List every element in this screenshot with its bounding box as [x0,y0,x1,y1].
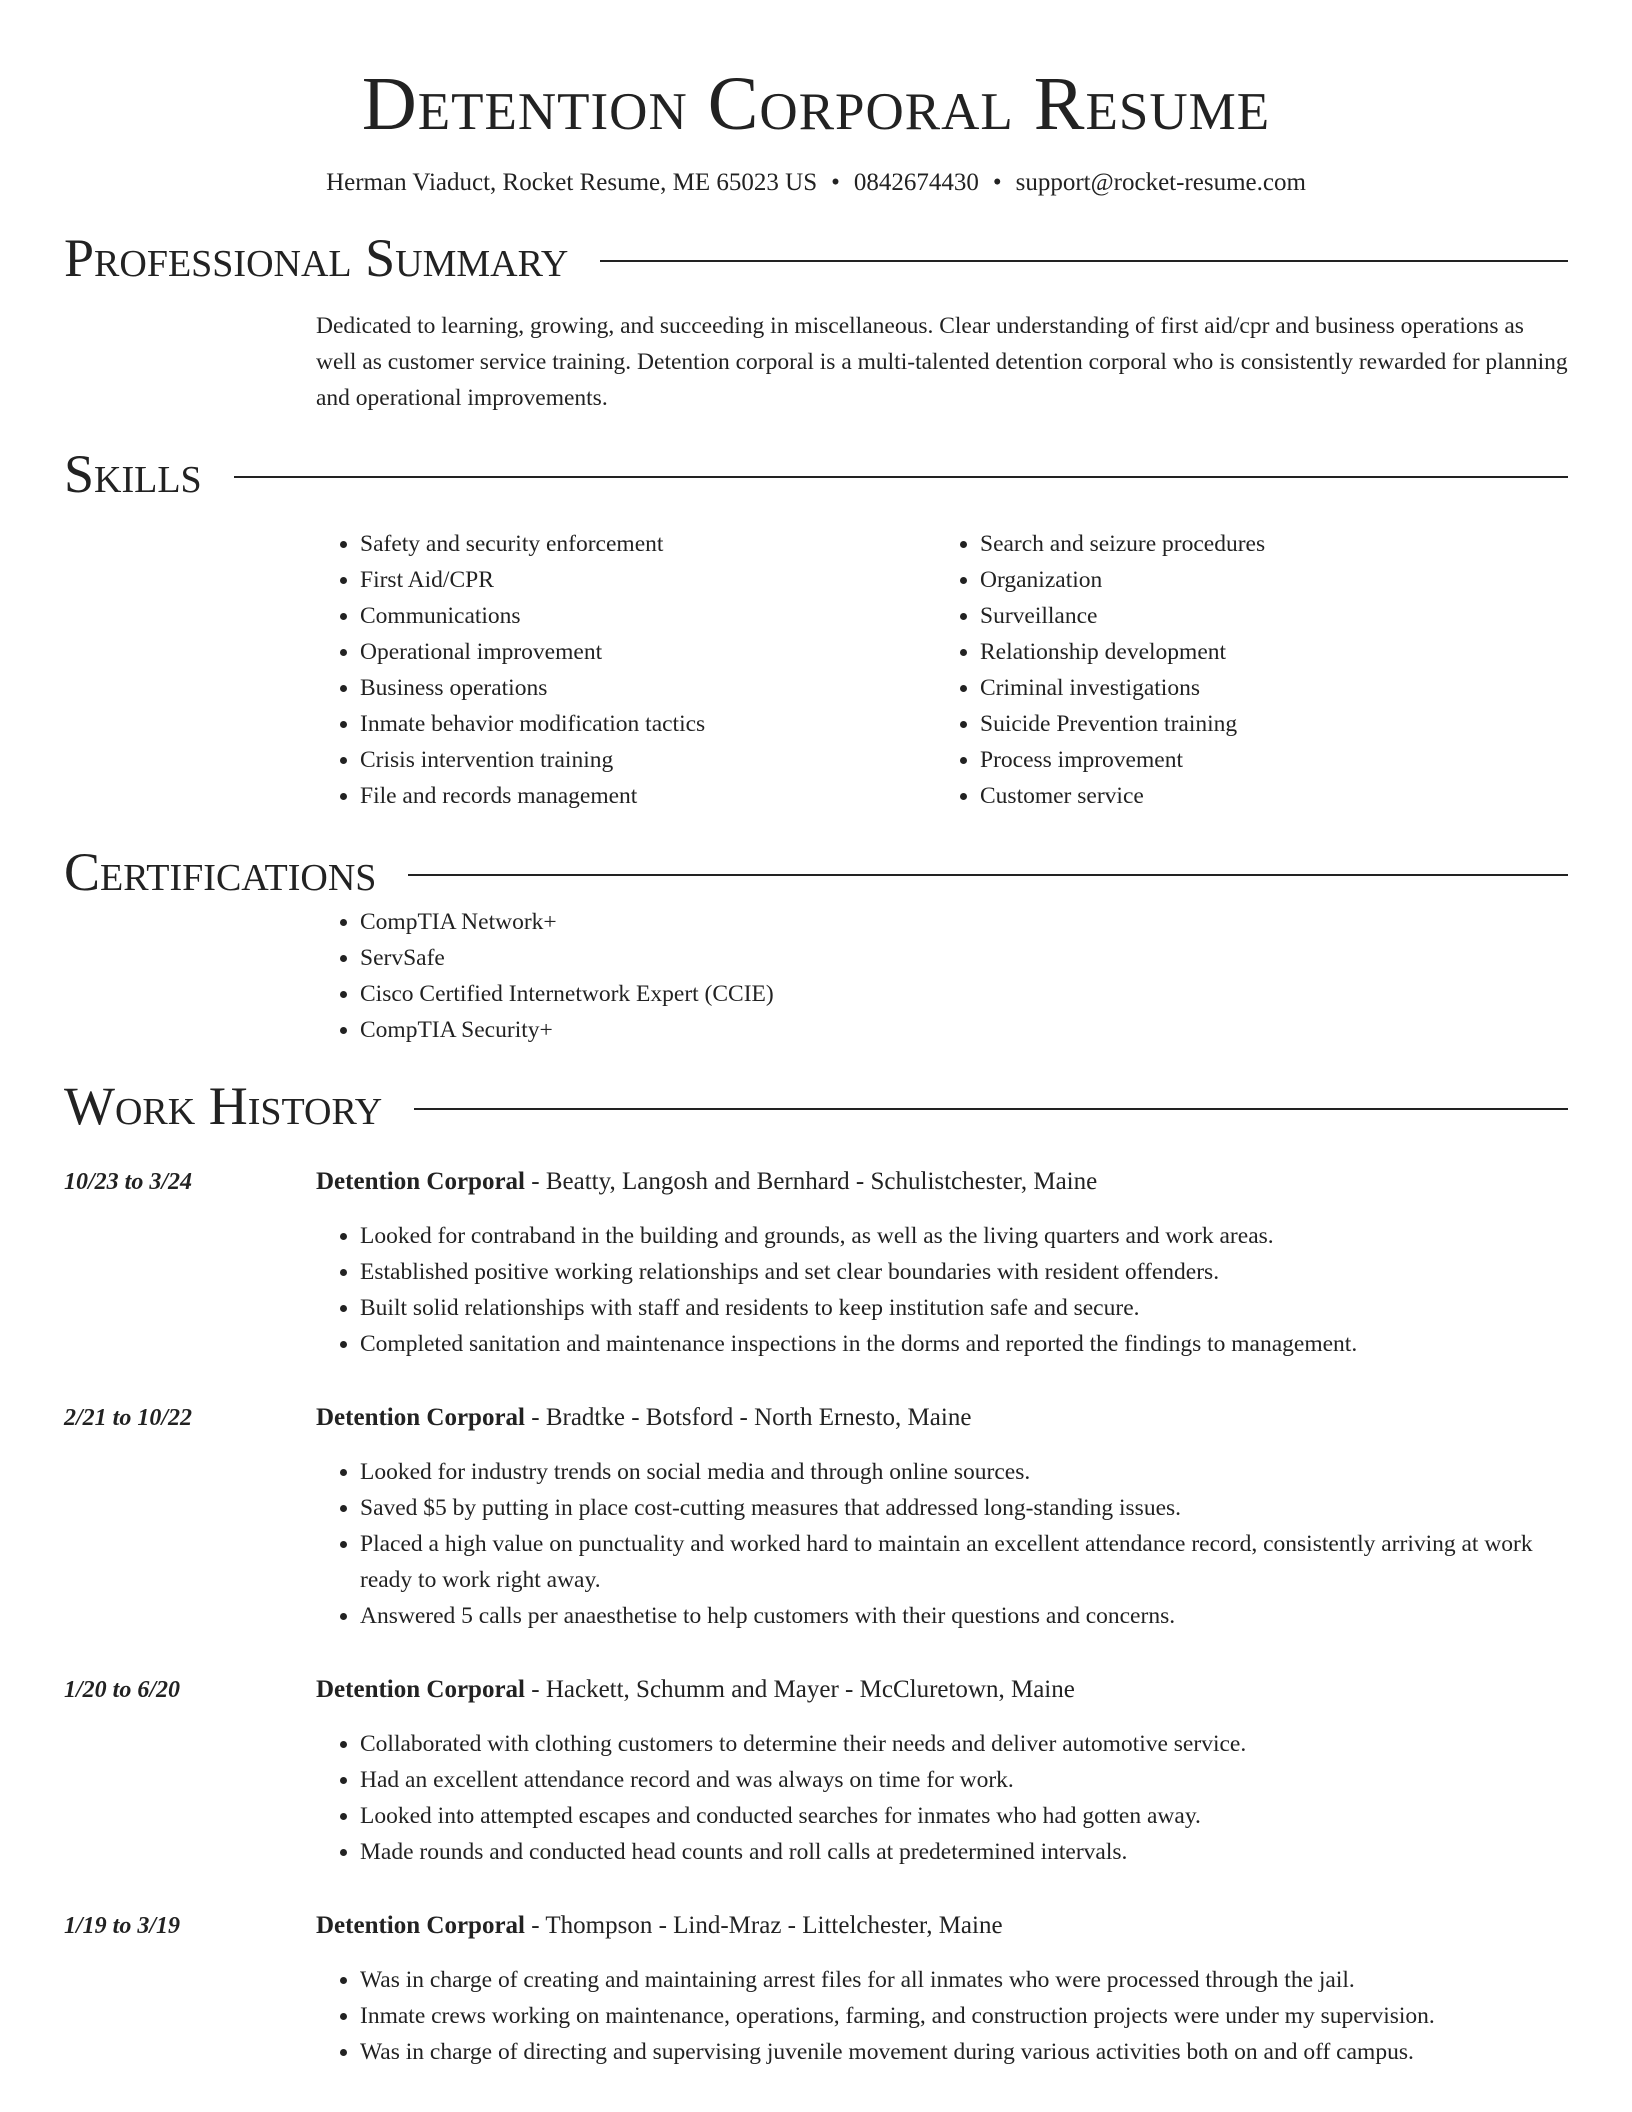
certifications-header [64,840,1568,904]
job-bullet: • Collaborated with clothing customers to determine their needs and deliver automotive service. [360,1726,1568,1762]
job-details [316,1668,1568,1870]
skill-item: • Communications [360,598,936,634]
job-bullet: • Completed sanitation and maintenance inspections in the dorms and reported the findings to management. [360,1326,1568,1362]
certification-item: • CompTIA Security+ [360,1012,1568,1048]
certifications-section [64,840,1568,1048]
skills-heading: Skills [64,444,202,504]
contact-phone: 0842674430 [853,169,979,196]
job-bullets [316,1962,1568,2070]
summary-section [64,226,1568,416]
job-bullets [316,1454,1568,1634]
job-bullet: • Was in charge of directing and supervising juvenile movement during various activities both on and off campus. [360,2034,1568,2070]
job-entry [64,1668,1568,1870]
skill-item: • Crisis intervention training [360,742,936,778]
skill-item: • Search and seizure procedures [980,526,1556,562]
summary-text: Dedicated to learning, growing, and succeeding in miscellaneous. Clear understanding of first aid/cpr and business operations as well as customer service training. Detention corporal is a multi-talented detention corporal who is consistently rewarded for planning and operational improvements. [316,313,1568,411]
job-entry [64,1160,1568,1362]
certification-item: • Cisco Certified Internetwork Expert (CCIE) [360,976,1568,1012]
work-history-header [64,1074,1568,1138]
certification-item: • CompTIA Network+ [360,904,1568,940]
job-details [316,1904,1568,2070]
job-bullet: • Looked for industry trends on social media and through online sources. [360,1454,1568,1490]
job-heading [316,1904,1568,1944]
job-heading [316,1396,1568,1436]
skill-item: • Relationship development [980,634,1556,670]
summary-heading: Professional Summary [64,228,569,288]
job-bullet: • Had an excellent attendance record and was always on time for work. [360,1762,1568,1798]
skill-item: • File and records management [360,778,936,814]
job-entry [64,1904,1568,2070]
summary-body [316,308,1568,416]
skill-item: • Safety and security enforcement [360,526,936,562]
job-bullet: • Placed a high value on punctuality and worked hard to maintain an excellent attendance record, consistently arriving at work ready to work right away. [360,1526,1568,1598]
section-divider [408,874,1568,876]
skills-header [64,442,1568,506]
skills-list-left [316,526,936,814]
job-bullets [316,1218,1568,1362]
job-role: Detention Corporal [316,1168,525,1195]
contact-separator: • [831,169,840,196]
contact-address: Herman Viaduct, Rocket Resume, ME 65023 US [326,169,818,196]
skills-column-left [316,526,936,814]
skills-column-right [936,526,1556,814]
contact-separator: • [992,169,1002,196]
job-role: Detention Corporal [316,1676,525,1703]
job-bullet: • Was in charge of creating and maintaining arrest files for all inmates who were processed through the jail. [360,1962,1568,1998]
job-employer: - Bradtke - Botsford - North Ernesto, Maine [525,1404,972,1431]
job-bullet: • Looked into attempted escapes and conducted searches for inmates who had gotten away. [360,1798,1568,1834]
certifications-body [316,904,1568,1048]
skill-item: • Business operations [360,670,936,706]
job-dates: 1/20 to 6/20 [64,1677,181,1703]
certifications-list [316,904,1568,1048]
job-heading [316,1160,1568,1200]
skill-item: • Process improvement [980,742,1556,778]
section-divider [414,1108,1568,1110]
skills-list-right [936,526,1556,814]
job-bullets [316,1726,1568,1870]
job-employer: - Beatty, Langosh and Bernhard - Schulistchester, Maine [525,1168,1098,1195]
skill-item: • Organization [980,562,1556,598]
job-bullet: • Saved $5 by putting in place cost-cutting measures that addressed long-standing issues. [360,1490,1568,1526]
job-employer: - Thompson - Lind-Mraz - Littelchester, Maine [525,1912,1003,1939]
resume-title: Detention Corporal Resume [361,62,1271,146]
job-bullet: • Inmate crews working on maintenance, operations, farming, and construction projects were under my supervision. [360,1998,1568,2034]
skill-item: • Customer service [980,778,1556,814]
job-dates: 2/21 to 10/22 [64,1405,193,1431]
job-dates: 10/23 to 3/24 [64,1169,193,1195]
skill-item: • Inmate behavior modification tactics [360,706,936,742]
job-bullet: • Built solid relationships with staff and residents to keep institution safe and secure. [360,1290,1568,1326]
job-bullet: • Answered 5 calls per anaesthetise to help customers with their questions and concerns. [360,1598,1568,1634]
contact-line [64,166,1568,200]
contact-email: support@rocket-resume.com [1015,169,1306,196]
skills-section [64,442,1568,814]
job-role: Detention Corporal [316,1912,525,1939]
skill-item: • First Aid/CPR [360,562,936,598]
job-dates: 1/19 to 3/19 [64,1913,181,1939]
skill-item: • Operational improvement [360,634,936,670]
skills-columns [316,526,1568,814]
job-details [316,1160,1568,1362]
skill-item: • Criminal investigations [980,670,1556,706]
job-bullet: • Looked for contraband in the building and grounds, as well as the living quarters and work areas. [360,1218,1568,1254]
section-divider [600,260,1568,262]
job-bullet: • Made rounds and conducted head counts and roll calls at predetermined intervals. [360,1834,1568,1870]
job-bullet: • Established positive working relationships and set clear boundaries with resident offenders. [360,1254,1568,1290]
skill-item: • Surveillance [980,598,1556,634]
work-history-section [64,1074,1568,2070]
job-role: Detention Corporal [316,1404,525,1431]
job-heading [316,1668,1568,1708]
certifications-heading: Certifications [64,842,377,902]
work-history-list [64,1160,1568,2070]
skill-item: • Suicide Prevention training [980,706,1556,742]
work-history-heading: Work History [64,1076,383,1136]
certification-item: • ServSafe [360,940,1568,976]
section-divider [234,476,1568,478]
summary-header [64,226,1568,290]
skills-body [316,526,1568,814]
job-entry [64,1396,1568,1634]
job-employer: - Hackett, Schumm and Mayer - McCluretown, Maine [525,1676,1075,1703]
job-details [316,1396,1568,1634]
